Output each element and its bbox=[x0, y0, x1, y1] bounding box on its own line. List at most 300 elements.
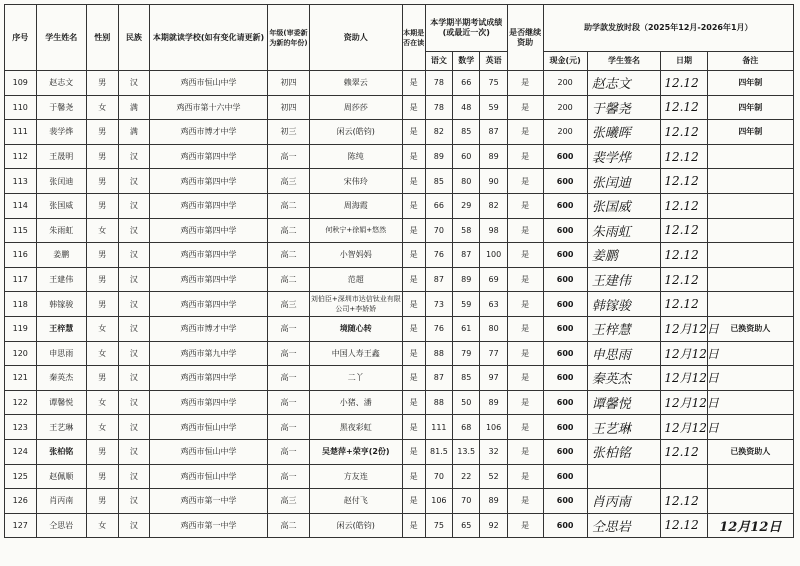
cell-cash: 600 bbox=[543, 218, 587, 243]
cell-sponsor: 黑夜彩虹 bbox=[310, 415, 403, 440]
cell-signature: 张曦晖 bbox=[587, 120, 661, 145]
header-date: 日期 bbox=[661, 52, 707, 71]
cell-school: 鸡西市第四中学 bbox=[150, 218, 268, 243]
cell-signature: 王建伟 bbox=[587, 267, 661, 292]
table-row bbox=[5, 267, 794, 292]
cell-cash: 600 bbox=[543, 390, 587, 415]
cell-sponsor: 小猪、潘 bbox=[310, 390, 403, 415]
cell-cash: 600 bbox=[543, 267, 587, 292]
table-row bbox=[5, 243, 794, 268]
cell-gender: 女 bbox=[87, 415, 119, 440]
cell-chinese: 88 bbox=[425, 390, 452, 415]
cell-date: 12.12 bbox=[661, 144, 707, 169]
cell-seq: 112 bbox=[5, 144, 37, 169]
table-row bbox=[5, 415, 794, 440]
cell-english: 77 bbox=[480, 341, 507, 366]
cell-continue-aid: 是 bbox=[507, 366, 543, 391]
cell-chinese: 87 bbox=[425, 366, 452, 391]
cell-date: 12.12 bbox=[661, 218, 707, 243]
cell-english: 89 bbox=[480, 144, 507, 169]
cell-cash: 600 bbox=[543, 169, 587, 194]
cell-signature: 秦英杰 bbox=[587, 366, 661, 391]
cell-chinese: 106 bbox=[425, 489, 452, 514]
cell-ethnicity: 汉 bbox=[118, 243, 150, 268]
cell-remarks bbox=[707, 144, 793, 169]
cell-math: 68 bbox=[453, 415, 480, 440]
cell-grade: 高三 bbox=[267, 292, 309, 317]
cell-chinese: 88 bbox=[425, 341, 452, 366]
cell-date: 12.12 bbox=[661, 193, 707, 218]
cell-name: 韩镓骏 bbox=[36, 292, 86, 317]
cell-in-school: 是 bbox=[402, 144, 425, 169]
cell-chinese: 70 bbox=[425, 218, 452, 243]
cell-sponsor: 周莎莎 bbox=[310, 95, 403, 120]
table-row bbox=[5, 390, 794, 415]
cell-english: 80 bbox=[480, 316, 507, 341]
cell-name: 姜鹏 bbox=[36, 243, 86, 268]
cell-cash: 600 bbox=[543, 366, 587, 391]
cell-remarks: 已换资助人 bbox=[707, 316, 793, 341]
cell-english: 97 bbox=[480, 366, 507, 391]
cell-remarks bbox=[707, 464, 793, 489]
cell-date: 12.12 bbox=[661, 95, 707, 120]
cell-cash: 600 bbox=[543, 464, 587, 489]
cell-math: 13.5 bbox=[453, 439, 480, 464]
cell-english: 89 bbox=[480, 390, 507, 415]
cell-continue-aid: 是 bbox=[507, 316, 543, 341]
cell-continue-aid: 是 bbox=[507, 292, 543, 317]
cell-ethnicity: 满 bbox=[118, 120, 150, 145]
cell-remarks bbox=[707, 292, 793, 317]
cell-sponsor: 境随心转 bbox=[310, 316, 403, 341]
cell-english: 52 bbox=[480, 464, 507, 489]
cell-school: 鸡西市第四中学 bbox=[150, 292, 268, 317]
cell-continue-aid: 是 bbox=[507, 95, 543, 120]
cell-in-school: 是 bbox=[402, 193, 425, 218]
header-signature: 学生签名 bbox=[587, 52, 661, 71]
cell-english: 106 bbox=[480, 415, 507, 440]
cell-signature: 韩镓骏 bbox=[587, 292, 661, 317]
cell-continue-aid: 是 bbox=[507, 71, 543, 96]
table-row bbox=[5, 218, 794, 243]
cell-math: 65 bbox=[453, 513, 480, 538]
cell-in-school: 是 bbox=[402, 439, 425, 464]
cell-seq: 127 bbox=[5, 513, 37, 538]
cell-date: 12月12日 bbox=[661, 366, 707, 391]
table-row bbox=[5, 341, 794, 366]
cell-school: 鸡西市恒山中学 bbox=[150, 415, 268, 440]
cell-name: 谭馨悦 bbox=[36, 390, 86, 415]
cell-chinese: 73 bbox=[425, 292, 452, 317]
cell-date: 12.12 bbox=[661, 243, 707, 268]
cell-ethnicity: 汉 bbox=[118, 316, 150, 341]
cell-name: 朱雨虹 bbox=[36, 218, 86, 243]
cell-english: 75 bbox=[480, 71, 507, 96]
cell-seq: 111 bbox=[5, 120, 37, 145]
cell-seq: 115 bbox=[5, 218, 37, 243]
cell-math: 85 bbox=[453, 366, 480, 391]
cell-cash: 600 bbox=[543, 243, 587, 268]
cell-school: 鸡西市第四中学 bbox=[150, 267, 268, 292]
cell-chinese: 111 bbox=[425, 415, 452, 440]
cell-chinese: 82 bbox=[425, 120, 452, 145]
cell-in-school: 是 bbox=[402, 218, 425, 243]
cell-signature: 张柏铭 bbox=[587, 439, 661, 464]
cell-name: 张柏铭 bbox=[36, 439, 86, 464]
cell-chinese: 76 bbox=[425, 316, 452, 341]
cell-in-school: 是 bbox=[402, 513, 425, 538]
cell-math: 80 bbox=[453, 169, 480, 194]
cell-english: 98 bbox=[480, 218, 507, 243]
cell-continue-aid: 是 bbox=[507, 489, 543, 514]
cell-gender: 男 bbox=[87, 193, 119, 218]
cell-math: 85 bbox=[453, 120, 480, 145]
cell-sponsor: 吴楚萍+荣亨(2份) bbox=[310, 439, 403, 464]
cell-seq: 119 bbox=[5, 316, 37, 341]
cell-sponsor: 范超 bbox=[310, 267, 403, 292]
cell-chinese: 76 bbox=[425, 243, 452, 268]
header-english: 英语 bbox=[480, 52, 507, 71]
cell-ethnicity: 满 bbox=[118, 95, 150, 120]
cell-name: 仝思岩 bbox=[36, 513, 86, 538]
cell-sponsor: 闲云(皓钧) bbox=[310, 120, 403, 145]
cell-seq: 120 bbox=[5, 341, 37, 366]
cell-continue-aid: 是 bbox=[507, 120, 543, 145]
cell-grade: 高二 bbox=[267, 193, 309, 218]
header-sponsor: 资助人 bbox=[310, 5, 403, 71]
cell-math: 79 bbox=[453, 341, 480, 366]
cell-ethnicity: 汉 bbox=[118, 464, 150, 489]
cell-math: 87 bbox=[453, 243, 480, 268]
cell-ethnicity: 汉 bbox=[118, 415, 150, 440]
cell-in-school: 是 bbox=[402, 415, 425, 440]
cell-cash: 600 bbox=[543, 513, 587, 538]
aid-distribution-table bbox=[4, 4, 794, 538]
cell-continue-aid: 是 bbox=[507, 513, 543, 538]
cell-sponsor: 赖翠云 bbox=[310, 71, 403, 96]
cell-seq: 116 bbox=[5, 243, 37, 268]
cell-seq: 121 bbox=[5, 366, 37, 391]
table-row bbox=[5, 292, 794, 317]
cell-grade: 高一 bbox=[267, 464, 309, 489]
cell-name: 秦英杰 bbox=[36, 366, 86, 391]
cell-chinese: 85 bbox=[425, 169, 452, 194]
cell-english: 92 bbox=[480, 513, 507, 538]
header-name: 学生姓名 bbox=[36, 5, 86, 71]
header-cash: 现金(元) bbox=[543, 52, 587, 71]
cell-remarks bbox=[707, 366, 793, 391]
table-row bbox=[5, 513, 794, 538]
cell-seq: 118 bbox=[5, 292, 37, 317]
cell-gender: 男 bbox=[87, 120, 119, 145]
header-ethnicity: 民族 bbox=[118, 5, 150, 71]
cell-school: 鸡西市第四中学 bbox=[150, 169, 268, 194]
cell-grade: 高三 bbox=[267, 489, 309, 514]
cell-grade: 高二 bbox=[267, 513, 309, 538]
cell-grade: 高二 bbox=[267, 218, 309, 243]
cell-name: 王梓慧 bbox=[36, 316, 86, 341]
cell-seq: 122 bbox=[5, 390, 37, 415]
cell-ethnicity: 汉 bbox=[118, 267, 150, 292]
cell-cash: 600 bbox=[543, 415, 587, 440]
cell-in-school: 是 bbox=[402, 243, 425, 268]
cell-seq: 126 bbox=[5, 489, 37, 514]
cell-gender: 男 bbox=[87, 439, 119, 464]
cell-cash: 600 bbox=[543, 489, 587, 514]
cell-date: 12.12 bbox=[661, 292, 707, 317]
cell-math: 60 bbox=[453, 144, 480, 169]
cell-ethnicity: 汉 bbox=[118, 513, 150, 538]
cell-seq: 114 bbox=[5, 193, 37, 218]
cell-remarks bbox=[707, 267, 793, 292]
cell-gender: 男 bbox=[87, 267, 119, 292]
cell-continue-aid: 是 bbox=[507, 267, 543, 292]
cell-date: 12.12 bbox=[661, 120, 707, 145]
cell-grade: 高二 bbox=[267, 243, 309, 268]
table-row bbox=[5, 120, 794, 145]
cell-name: 赵佩顺 bbox=[36, 464, 86, 489]
cell-grade: 高一 bbox=[267, 415, 309, 440]
cell-date: 12月12日 bbox=[661, 316, 707, 341]
cell-sponsor: 周海霞 bbox=[310, 193, 403, 218]
cell-school: 鸡西市第十六中学 bbox=[150, 95, 268, 120]
cell-sponsor: 赵付飞 bbox=[310, 489, 403, 514]
cell-ethnicity: 汉 bbox=[118, 341, 150, 366]
table-row bbox=[5, 144, 794, 169]
cell-in-school: 是 bbox=[402, 95, 425, 120]
cell-grade: 高二 bbox=[267, 267, 309, 292]
cell-gender: 男 bbox=[87, 71, 119, 96]
cell-ethnicity: 汉 bbox=[118, 218, 150, 243]
table-row bbox=[5, 464, 794, 489]
cell-gender: 男 bbox=[87, 464, 119, 489]
header-continue-aid: 是否继续资助 bbox=[507, 5, 543, 71]
cell-seq: 109 bbox=[5, 71, 37, 96]
cell-math: 61 bbox=[453, 316, 480, 341]
cell-chinese: 78 bbox=[425, 95, 452, 120]
cell-signature: 姜鹏 bbox=[587, 243, 661, 268]
cell-math: 59 bbox=[453, 292, 480, 317]
cell-name: 王建伟 bbox=[36, 267, 86, 292]
cell-gender: 女 bbox=[87, 390, 119, 415]
cell-continue-aid: 是 bbox=[507, 144, 543, 169]
cell-sponsor: 何秋宁+徐娟+悠然 bbox=[310, 218, 403, 243]
cell-english: 63 bbox=[480, 292, 507, 317]
header-seq: 序号 bbox=[5, 5, 37, 71]
cell-remarks bbox=[707, 390, 793, 415]
table-row bbox=[5, 439, 794, 464]
cell-signature: 仝思岩 bbox=[587, 513, 661, 538]
cell-seq: 117 bbox=[5, 267, 37, 292]
cell-date: 12.12 bbox=[661, 71, 707, 96]
cell-grade: 高一 bbox=[267, 341, 309, 366]
cell-remarks bbox=[707, 243, 793, 268]
table-row bbox=[5, 316, 794, 341]
cell-continue-aid: 是 bbox=[507, 193, 543, 218]
cell-gender: 男 bbox=[87, 292, 119, 317]
cell-date: 12.12 bbox=[661, 169, 707, 194]
cell-continue-aid: 是 bbox=[507, 218, 543, 243]
cell-in-school: 是 bbox=[402, 341, 425, 366]
cell-name: 张闰迪 bbox=[36, 169, 86, 194]
cell-date: 12.12 bbox=[661, 439, 707, 464]
cell-chinese: 81.5 bbox=[425, 439, 452, 464]
cell-school: 鸡西市恒山中学 bbox=[150, 464, 268, 489]
cell-sponsor: 二丫 bbox=[310, 366, 403, 391]
cell-chinese: 87 bbox=[425, 267, 452, 292]
cell-signature: 张国威 bbox=[587, 193, 661, 218]
cell-english: 90 bbox=[480, 169, 507, 194]
cell-date: 12.12 bbox=[661, 267, 707, 292]
cell-chinese: 75 bbox=[425, 513, 452, 538]
cell-math: 58 bbox=[453, 218, 480, 243]
cell-school: 鸡西市第四中学 bbox=[150, 366, 268, 391]
cell-signature: 申思雨 bbox=[587, 341, 661, 366]
cell-seq: 124 bbox=[5, 439, 37, 464]
cell-in-school: 是 bbox=[402, 316, 425, 341]
cell-school: 鸡西市第一中学 bbox=[150, 513, 268, 538]
cell-gender: 男 bbox=[87, 243, 119, 268]
cell-ethnicity: 汉 bbox=[118, 169, 150, 194]
cell-remarks: 已换资助人 bbox=[707, 439, 793, 464]
cell-gender: 男 bbox=[87, 366, 119, 391]
cell-signature: 王艺琳 bbox=[587, 415, 661, 440]
header-period-group: 助学款发放时段（2025年12月-2026年1月） bbox=[543, 5, 793, 52]
cell-cash: 600 bbox=[543, 144, 587, 169]
header-grade: 年级(审委新为新的年份) bbox=[267, 5, 309, 71]
cell-gender: 女 bbox=[87, 316, 119, 341]
cell-seq: 123 bbox=[5, 415, 37, 440]
cell-seq: 113 bbox=[5, 169, 37, 194]
cell-remarks: 四年制 bbox=[707, 71, 793, 96]
cell-cash: 600 bbox=[543, 341, 587, 366]
cell-grade: 初四 bbox=[267, 95, 309, 120]
table-row bbox=[5, 95, 794, 120]
cell-in-school: 是 bbox=[402, 71, 425, 96]
cell-date: 12月12日 bbox=[661, 341, 707, 366]
cell-name: 肖丙南 bbox=[36, 489, 86, 514]
cell-school: 鸡西市博才中学 bbox=[150, 316, 268, 341]
table-row bbox=[5, 169, 794, 194]
table-row bbox=[5, 489, 794, 514]
cell-in-school: 是 bbox=[402, 464, 425, 489]
cell-sponsor: 小智妈妈 bbox=[310, 243, 403, 268]
cell-signature: 王梓慧 bbox=[587, 316, 661, 341]
cell-date: 12月12日 bbox=[661, 415, 707, 440]
cell-grade: 高一 bbox=[267, 144, 309, 169]
cell-ethnicity: 汉 bbox=[118, 71, 150, 96]
cell-signature bbox=[587, 464, 661, 489]
cell-date: 12月12日 bbox=[661, 390, 707, 415]
cell-gender: 男 bbox=[87, 169, 119, 194]
cell-name: 张国威 bbox=[36, 193, 86, 218]
cell-school: 鸡西市恒山中学 bbox=[150, 439, 268, 464]
cell-math: 66 bbox=[453, 71, 480, 96]
cell-english: 59 bbox=[480, 95, 507, 120]
cell-chinese: 78 bbox=[425, 71, 452, 96]
cell-school: 鸡西市博才中学 bbox=[150, 120, 268, 145]
cell-signature: 裴学烨 bbox=[587, 144, 661, 169]
cell-continue-aid: 是 bbox=[507, 439, 543, 464]
cell-english: 100 bbox=[480, 243, 507, 268]
cell-ethnicity: 汉 bbox=[118, 193, 150, 218]
cell-sponsor: 闲云(皓钧) bbox=[310, 513, 403, 538]
cell-grade: 高一 bbox=[267, 390, 309, 415]
cell-grade: 高一 bbox=[267, 439, 309, 464]
cell-continue-aid: 是 bbox=[507, 390, 543, 415]
cell-english: 32 bbox=[480, 439, 507, 464]
header-in-school: 本期是否在读 bbox=[402, 5, 425, 71]
cell-signature: 谭馨悦 bbox=[587, 390, 661, 415]
cell-signature: 张闰迪 bbox=[587, 169, 661, 194]
cell-seq: 125 bbox=[5, 464, 37, 489]
cell-signature: 朱雨虹 bbox=[587, 218, 661, 243]
cell-cash: 200 bbox=[543, 71, 587, 96]
cell-in-school: 是 bbox=[402, 489, 425, 514]
cell-name: 王艺琳 bbox=[36, 415, 86, 440]
table-header bbox=[5, 5, 794, 71]
header-remarks: 备注 bbox=[707, 52, 793, 71]
cell-sponsor: 刘伯臣+深圳市达信钛业有限公司+李娇娇 bbox=[310, 292, 403, 317]
cell-math: 29 bbox=[453, 193, 480, 218]
cell-ethnicity: 汉 bbox=[118, 390, 150, 415]
cell-school: 鸡西市恒山中学 bbox=[150, 71, 268, 96]
cell-school: 鸡西市第四中学 bbox=[150, 144, 268, 169]
cell-name: 裴学烨 bbox=[36, 120, 86, 145]
cell-name: 申思雨 bbox=[36, 341, 86, 366]
cell-in-school: 是 bbox=[402, 267, 425, 292]
cell-cash: 600 bbox=[543, 316, 587, 341]
cell-remarks bbox=[707, 415, 793, 440]
cell-ethnicity: 汉 bbox=[118, 366, 150, 391]
cell-school: 鸡西市第一中学 bbox=[150, 489, 268, 514]
cell-name: 王晟明 bbox=[36, 144, 86, 169]
cell-gender: 女 bbox=[87, 218, 119, 243]
cell-continue-aid: 是 bbox=[507, 243, 543, 268]
cell-school: 鸡西市第九中学 bbox=[150, 341, 268, 366]
cell-remarks bbox=[707, 218, 793, 243]
cell-in-school: 是 bbox=[402, 292, 425, 317]
cell-in-school: 是 bbox=[402, 120, 425, 145]
cell-gender: 男 bbox=[87, 144, 119, 169]
cell-remarks bbox=[707, 169, 793, 194]
cell-remarks: 12月12日 bbox=[707, 513, 793, 538]
cell-ethnicity: 汉 bbox=[118, 489, 150, 514]
cell-gender: 女 bbox=[87, 95, 119, 120]
cell-sponsor: 宋伟玲 bbox=[310, 169, 403, 194]
cell-grade: 高一 bbox=[267, 316, 309, 341]
cell-english: 82 bbox=[480, 193, 507, 218]
cell-signature: 赵志文 bbox=[587, 71, 661, 96]
cell-in-school: 是 bbox=[402, 390, 425, 415]
cell-math: 48 bbox=[453, 95, 480, 120]
table-row bbox=[5, 366, 794, 391]
cell-english: 87 bbox=[480, 120, 507, 145]
cell-math: 70 bbox=[453, 489, 480, 514]
cell-grade: 初四 bbox=[267, 71, 309, 96]
cell-signature: 于馨尧 bbox=[587, 95, 661, 120]
cell-remarks bbox=[707, 489, 793, 514]
cell-continue-aid: 是 bbox=[507, 341, 543, 366]
header-math: 数学 bbox=[453, 52, 480, 71]
cell-remarks bbox=[707, 193, 793, 218]
cell-cash: 200 bbox=[543, 95, 587, 120]
cell-chinese: 70 bbox=[425, 464, 452, 489]
cell-sponsor: 中国人寿王鑫 bbox=[310, 341, 403, 366]
cell-school: 鸡西市第四中学 bbox=[150, 243, 268, 268]
cell-ethnicity: 汉 bbox=[118, 144, 150, 169]
header-scores-group: 本学期半期考试成绩(或最近一次) bbox=[425, 5, 507, 52]
